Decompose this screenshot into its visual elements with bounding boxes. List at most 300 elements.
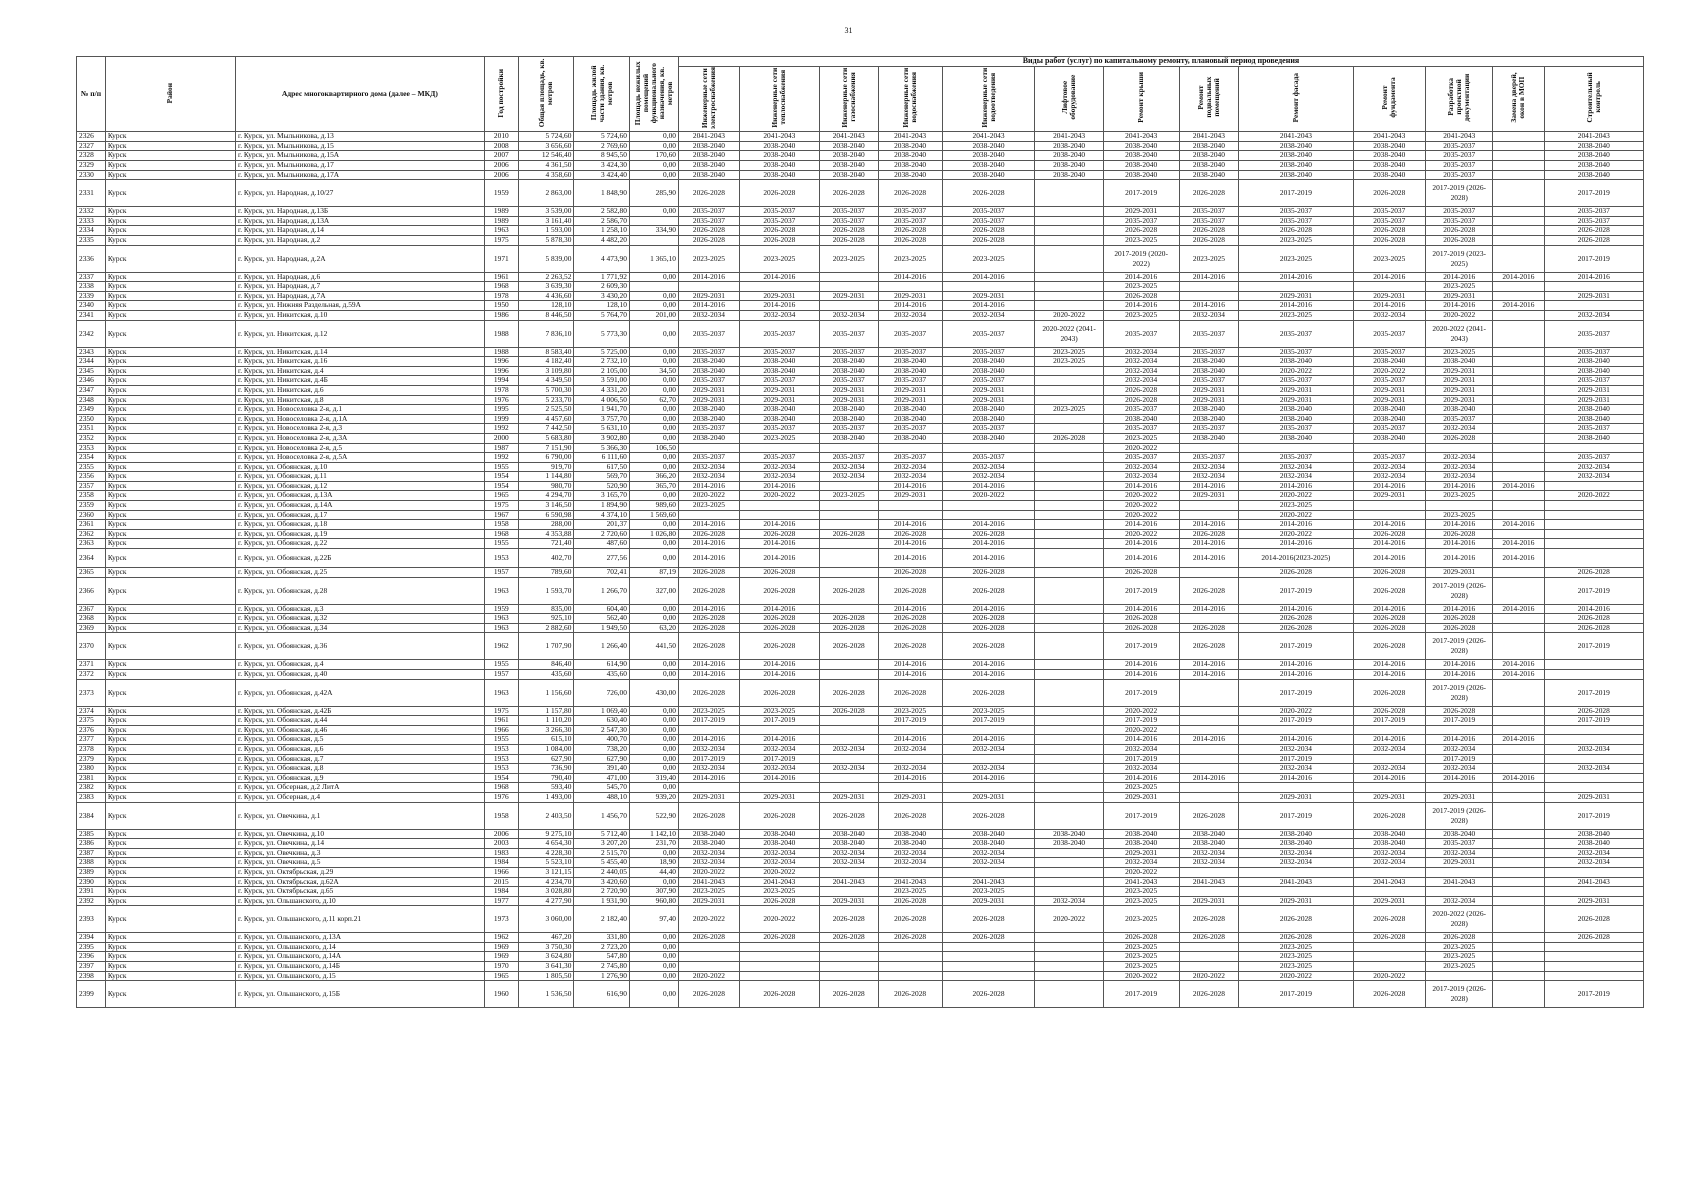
- cell-work-period: 2038-2040: [1544, 405, 1643, 415]
- table-row: [77, 887, 1644, 897]
- cell-work-period: 2038-2040: [1544, 829, 1643, 839]
- cell-work-period: 2041-2043: [942, 132, 1035, 142]
- cell-district: Курск: [105, 735, 235, 745]
- cell-nonres-area: 0,00: [629, 981, 678, 1008]
- cell-nonres-area: 307,90: [629, 887, 678, 897]
- cell-work-period: 2041-2043: [1035, 132, 1103, 142]
- cell-address: г. Курск, ул. Обоянская, д.9: [236, 773, 485, 783]
- cell-work-period: 2035-2037: [739, 347, 819, 357]
- cell-work-period: 2029-2031: [1426, 858, 1493, 868]
- cell-living-area: 5 455,40: [574, 858, 630, 868]
- cell-work-period: 2029-2031: [1426, 568, 1493, 578]
- cell-nonres-area: 522,90: [629, 802, 678, 829]
- cell-work-period: [1353, 282, 1426, 292]
- cell-year: 1968: [484, 783, 518, 793]
- cell-work-period: [1035, 867, 1103, 877]
- cell-work-period: [1544, 971, 1643, 981]
- cell-work-period: 2032-2034: [1426, 453, 1493, 463]
- cell-work-period: 2038-2040: [739, 151, 819, 161]
- cell-nonres-area: 97,40: [629, 906, 678, 933]
- cell-address: г. Курск, ул. Овечкина, д.10: [236, 829, 485, 839]
- cell-address: г. Курск, ул. Обоянская, д.19: [236, 529, 485, 539]
- cell-work-period: 2038-2040: [878, 170, 942, 180]
- cell-work-period: 2038-2040: [1103, 414, 1179, 424]
- cell-address: г. Курск, ул. Обоянская, д.18: [236, 520, 485, 530]
- cell-work-period: 2038-2040: [678, 405, 739, 415]
- table-row: [77, 706, 1644, 716]
- cell-num: 2369: [77, 623, 106, 633]
- cell-work-period: 2038-2040: [1353, 141, 1426, 151]
- cell-num: 2344: [77, 357, 106, 367]
- cell-work-period: [1353, 783, 1426, 793]
- cell-living-area: 1 456,70: [574, 802, 630, 829]
- cell-total-area: 3 146,50: [518, 501, 574, 511]
- cell-work-period: 2026-2028: [1103, 395, 1179, 405]
- cell-work-period: [819, 481, 878, 491]
- cell-work-period: 2023-2025: [1103, 952, 1179, 962]
- col-work-header: Разработка проектной документации: [1426, 66, 1493, 132]
- cell-district: Курск: [105, 291, 235, 301]
- cell-nonres-area: 0,00: [629, 614, 678, 624]
- cell-work-period: [1035, 226, 1103, 236]
- cell-work-period: 2017-2019 (2026-2028): [1426, 577, 1493, 604]
- cell-total-area: 9 275,10: [518, 829, 574, 839]
- cell-work-period: 2035-2037: [1353, 347, 1426, 357]
- cell-address: г. Курск, ул. Обоянская, д.14А: [236, 501, 485, 511]
- cell-work-period: 2026-2028: [678, 236, 739, 246]
- cell-nonres-area: 0,00: [629, 491, 678, 501]
- cell-living-area: 2 732,10: [574, 357, 630, 367]
- cell-work-period: 2038-2040: [1544, 161, 1643, 171]
- cell-work-period: 2029-2031: [878, 291, 942, 301]
- cell-work-period: [1035, 604, 1103, 614]
- cell-work-period: 2032-2034: [678, 462, 739, 472]
- cell-living-area: 520,90: [574, 481, 630, 491]
- cell-district: Курск: [105, 783, 235, 793]
- cell-work-period: [878, 510, 942, 520]
- cell-work-period: [1035, 180, 1103, 207]
- cell-living-area: 1 949,50: [574, 623, 630, 633]
- cell-work-period: 2014-2016: [1544, 604, 1643, 614]
- cell-work-period: 2023-2025: [1103, 433, 1179, 443]
- cell-work-period: 2014-2016: [739, 604, 819, 614]
- cell-work-period: 2032-2034: [819, 858, 878, 868]
- cell-work-period: 2026-2028: [739, 226, 819, 236]
- cell-work-period: 2014-2016: [1239, 660, 1353, 670]
- cell-work-period: 2029-2031: [1103, 207, 1179, 217]
- cell-address: г. Курск, ул. Октябрьская, д.62А: [236, 877, 485, 887]
- cell-year: 1988: [484, 347, 518, 357]
- cell-num: 2326: [77, 132, 106, 142]
- cell-work-period: 2026-2028: [739, 529, 819, 539]
- cell-work-period: 2038-2040: [739, 170, 819, 180]
- cell-num: 2347: [77, 385, 106, 395]
- cell-work-period: 2032-2034: [1353, 848, 1426, 858]
- table-row: [77, 472, 1644, 482]
- cell-work-period: 2017-2019: [1239, 716, 1353, 726]
- cell-work-period: [878, 971, 942, 981]
- cell-work-period: 2020-2022: [1239, 706, 1353, 716]
- cell-work-period: 2026-2028: [1544, 623, 1643, 633]
- cell-work-period: 2026-2028: [739, 568, 819, 578]
- cell-work-period: 2038-2040: [942, 357, 1035, 367]
- cell-work-period: 2023-2025: [1239, 236, 1353, 246]
- cell-num: 2378: [77, 744, 106, 754]
- cell-work-period: 2023-2025: [1179, 245, 1239, 272]
- table-row: [77, 764, 1644, 774]
- cell-work-period: 2038-2040: [1353, 829, 1426, 839]
- cell-work-period: 2026-2028: [1103, 623, 1179, 633]
- cell-work-period: 2020-2022: [1179, 971, 1239, 981]
- cell-living-area: 3 165,70: [574, 491, 630, 501]
- cell-district: Курск: [105, 952, 235, 962]
- cell-work-period: 2038-2040: [942, 829, 1035, 839]
- cell-year: 1955: [484, 462, 518, 472]
- cell-address: г. Курск, ул. Никитская, д.6: [236, 385, 485, 395]
- cell-work-period: 2014-2016: [678, 549, 739, 568]
- cell-work-period: [878, 962, 942, 972]
- cell-work-period: 2014-2016: [1239, 520, 1353, 530]
- cell-work-period: [1426, 867, 1493, 877]
- cell-work-period: 2014-2016: [678, 604, 739, 614]
- cell-living-area: 726,00: [574, 679, 630, 706]
- cell-work-period: 2014-2016: [942, 481, 1035, 491]
- cell-work-period: 2035-2037: [1426, 141, 1493, 151]
- cell-work-period: [1353, 942, 1426, 952]
- cell-work-period: 2032-2034: [1544, 462, 1643, 472]
- cell-work-period: [1493, 896, 1544, 906]
- cell-nonres-area: 0,00: [629, 272, 678, 282]
- cell-work-period: 2017-2019: [942, 716, 1035, 726]
- table-row: [77, 347, 1644, 357]
- cell-district: Курск: [105, 301, 235, 311]
- cell-work-period: 2032-2034: [1103, 462, 1179, 472]
- cell-work-period: 2014-2016: [1179, 301, 1239, 311]
- cell-work-period: 2038-2040: [1179, 151, 1239, 161]
- cell-work-period: 2026-2028: [878, 802, 942, 829]
- cell-living-area: 2 547,30: [574, 725, 630, 735]
- cell-work-period: 2014-2016(2023-2025): [1239, 549, 1353, 568]
- cell-work-period: [1239, 867, 1353, 877]
- cell-district: Курск: [105, 414, 235, 424]
- cell-work-period: [942, 754, 1035, 764]
- cell-address: г. Курск, ул. Обоянская, д.12: [236, 481, 485, 491]
- cell-work-period: 2032-2034: [1544, 848, 1643, 858]
- cell-work-period: 2038-2040: [878, 433, 942, 443]
- cell-work-period: 2041-2043: [739, 877, 819, 887]
- cell-work-period: 2041-2043: [1179, 132, 1239, 142]
- cell-work-period: 2026-2028: [1353, 633, 1426, 660]
- cell-work-period: 2035-2037: [1239, 207, 1353, 217]
- cell-work-period: 2032-2034: [678, 764, 739, 774]
- cell-year: 1954: [484, 773, 518, 783]
- cell-work-period: [739, 510, 819, 520]
- cell-work-period: [739, 282, 819, 292]
- cell-work-period: [1353, 510, 1426, 520]
- cell-work-period: 2035-2037: [1179, 453, 1239, 463]
- cell-work-period: [1544, 520, 1643, 530]
- table-row: [77, 549, 1644, 568]
- cell-work-period: 2017-2019: [1544, 577, 1643, 604]
- cell-district: Курск: [105, 310, 235, 320]
- cell-address: г. Курск, ул. Никитская, д.4: [236, 366, 485, 376]
- cell-district: Курск: [105, 670, 235, 680]
- cell-work-period: 2038-2040: [1103, 170, 1179, 180]
- cell-work-period: 2020-2022: [1103, 501, 1179, 511]
- cell-num: 2329: [77, 161, 106, 171]
- cell-work-period: 2035-2037: [1544, 453, 1643, 463]
- cell-work-period: 2035-2037: [678, 207, 739, 217]
- cell-work-period: 2026-2028: [1426, 623, 1493, 633]
- cell-work-period: [942, 867, 1035, 877]
- cell-work-period: 2020-2022: [1103, 971, 1179, 981]
- cell-work-period: 2032-2034: [1179, 858, 1239, 868]
- cell-work-period: 2041-2043: [739, 132, 819, 142]
- cell-work-period: [678, 952, 739, 962]
- cell-work-period: 2014-2016: [1179, 272, 1239, 282]
- cell-year: 1953: [484, 764, 518, 774]
- cell-work-period: [1035, 952, 1103, 962]
- cell-work-period: 2035-2037: [1353, 453, 1426, 463]
- cell-year: 1954: [484, 481, 518, 491]
- cell-work-period: 2032-2034: [1239, 764, 1353, 774]
- cell-work-period: 2014-2016: [739, 539, 819, 549]
- cell-work-period: 2035-2037: [1426, 161, 1493, 171]
- cell-work-period: 2026-2028: [1179, 633, 1239, 660]
- cell-work-period: 2038-2040: [1426, 405, 1493, 415]
- cell-work-period: 2020-2022: [739, 867, 819, 877]
- cell-num: 2357: [77, 481, 106, 491]
- cell-work-period: 2026-2028: [1426, 614, 1493, 624]
- cell-work-period: 2029-2031: [1179, 896, 1239, 906]
- cell-work-period: 2014-2016: [1103, 773, 1179, 783]
- cell-work-period: 2014-2016: [1493, 773, 1544, 783]
- cell-work-period: [739, 725, 819, 735]
- table-row: [77, 773, 1644, 783]
- cell-district: Курск: [105, 357, 235, 367]
- col-work-header: Инженерные сети электроснабжения: [678, 66, 739, 132]
- cell-year: 1959: [484, 604, 518, 614]
- col-work-header: Ремонт фасада: [1239, 66, 1353, 132]
- cell-work-period: 2032-2034: [878, 462, 942, 472]
- cell-work-period: 2032-2034: [1544, 472, 1643, 482]
- cell-district: Курск: [105, 141, 235, 151]
- cell-work-period: [678, 282, 739, 292]
- table-row: [77, 568, 1644, 578]
- cell-total-area: 3 109,80: [518, 366, 574, 376]
- cell-total-area: 3 060,00: [518, 906, 574, 933]
- cell-num: 2379: [77, 754, 106, 764]
- cell-work-period: [1035, 376, 1103, 386]
- cell-work-period: 2026-2028: [1103, 614, 1179, 624]
- cell-work-period: 2038-2040: [1103, 161, 1179, 171]
- cell-total-area: 1 144,80: [518, 472, 574, 482]
- cell-work-period: 2017-2019: [678, 716, 739, 726]
- cell-year: 1962: [484, 633, 518, 660]
- cell-work-period: [1493, 716, 1544, 726]
- cell-total-area: 7 836,10: [518, 320, 574, 347]
- cell-work-period: [1493, 462, 1544, 472]
- cell-district: Курск: [105, 848, 235, 858]
- cell-work-period: 2029-2031: [678, 291, 739, 301]
- cell-district: Курск: [105, 347, 235, 357]
- cell-year: 1995: [484, 405, 518, 415]
- cell-work-period: [1493, 877, 1544, 887]
- cell-work-period: 2029-2031: [1353, 291, 1426, 301]
- cell-address: г. Курск, ул. Обоянская, д.42А: [236, 679, 485, 706]
- cell-work-period: 2020-2022: [1544, 491, 1643, 501]
- cell-year: 1992: [484, 453, 518, 463]
- cell-work-period: 2032-2034: [819, 744, 878, 754]
- cell-living-area: 545,70: [574, 783, 630, 793]
- capital-repair-table: [76, 56, 1644, 1008]
- cell-work-period: 2026-2028: [1239, 614, 1353, 624]
- cell-work-period: [1035, 529, 1103, 539]
- cell-work-period: 2017-2019: [1544, 245, 1643, 272]
- cell-work-period: [819, 301, 878, 311]
- table-row: [77, 180, 1644, 207]
- cell-work-period: 2020-2022: [739, 491, 819, 501]
- cell-work-period: 2020-2022: [678, 971, 739, 981]
- cell-work-period: 2041-2043: [1544, 877, 1643, 887]
- cell-work-period: 2032-2034: [878, 310, 942, 320]
- cell-work-period: [1493, 385, 1544, 395]
- cell-num: 2386: [77, 839, 106, 849]
- col-work-header: Инженерные сети газоснабжения: [819, 66, 878, 132]
- cell-work-period: 2035-2037: [739, 376, 819, 386]
- cell-living-area: 3 424,40: [574, 170, 630, 180]
- cell-work-period: 2026-2028: [1353, 906, 1426, 933]
- cell-work-period: 2032-2034: [1426, 462, 1493, 472]
- cell-work-period: 2038-2040: [678, 839, 739, 849]
- cell-work-period: 2035-2037: [1103, 453, 1179, 463]
- cell-work-period: [1544, 301, 1643, 311]
- cell-nonres-area: 0,00: [629, 291, 678, 301]
- cell-work-period: 2023-2025: [1103, 896, 1179, 906]
- cell-district: Курск: [105, 764, 235, 774]
- cell-district: Курск: [105, 320, 235, 347]
- cell-work-period: 2014-2016: [678, 272, 739, 282]
- cell-work-period: 2038-2040: [1035, 151, 1103, 161]
- cell-work-period: 2029-2031: [739, 792, 819, 802]
- cell-address: г. Курск, ул. Народная, д.13Б: [236, 207, 485, 217]
- cell-work-period: 2014-2016: [878, 520, 942, 530]
- cell-work-period: 2038-2040: [739, 414, 819, 424]
- cell-work-period: 2035-2037: [1426, 207, 1493, 217]
- cell-work-period: 2017-2019: [1544, 981, 1643, 1008]
- cell-work-period: [1493, 491, 1544, 501]
- col-work-header: Строительный контроль: [1544, 66, 1643, 132]
- cell-year: 1996: [484, 366, 518, 376]
- cell-work-period: 2032-2034: [739, 744, 819, 754]
- cell-num: 2395: [77, 942, 106, 952]
- cell-work-period: 2026-2028: [1353, 623, 1426, 633]
- cell-work-period: 2029-2031: [1426, 291, 1493, 301]
- cell-num: 2341: [77, 310, 106, 320]
- cell-district: Курск: [105, 754, 235, 764]
- cell-living-area: 3 424,30: [574, 161, 630, 171]
- col-district-header: Район: [105, 57, 235, 132]
- cell-living-area: 1 894,90: [574, 501, 630, 511]
- table-row: [77, 623, 1644, 633]
- cell-work-period: 2014-2016: [1353, 520, 1426, 530]
- cell-num: 2384: [77, 802, 106, 829]
- cell-work-period: 2017-2019: [1544, 802, 1643, 829]
- cell-work-period: 2014-2016: [678, 773, 739, 783]
- cell-work-period: 2026-2028: [819, 906, 878, 933]
- cell-num: 2382: [77, 783, 106, 793]
- cell-work-period: [1035, 783, 1103, 793]
- cell-living-area: 435,60: [574, 670, 630, 680]
- cell-work-period: [1493, 170, 1544, 180]
- table-row: [77, 245, 1644, 272]
- cell-work-period: 2038-2040: [819, 366, 878, 376]
- cell-work-period: 2026-2028: [678, 529, 739, 539]
- cell-living-area: 277,56: [574, 549, 630, 568]
- cell-num: 2398: [77, 971, 106, 981]
- cell-work-period: 2032-2034: [942, 462, 1035, 472]
- cell-address: г. Курск, ул. Мыльникова, д.17: [236, 161, 485, 171]
- cell-nonres-area: 0,00: [629, 942, 678, 952]
- cell-work-period: [1179, 792, 1239, 802]
- cell-work-period: [1493, 614, 1544, 624]
- cell-work-period: 2023-2025: [739, 706, 819, 716]
- cell-work-period: 2020-2022: [1103, 867, 1179, 877]
- cell-district: Курск: [105, 501, 235, 511]
- cell-work-period: [1493, 132, 1544, 142]
- cell-work-period: [1179, 725, 1239, 735]
- cell-total-area: 4 228,30: [518, 848, 574, 858]
- cell-work-period: 2026-2028: [819, 802, 878, 829]
- cell-work-period: 2014-2016: [1179, 539, 1239, 549]
- cell-work-period: [1035, 216, 1103, 226]
- cell-year: 1988: [484, 320, 518, 347]
- cell-work-period: [1035, 744, 1103, 754]
- cell-district: Курск: [105, 679, 235, 706]
- cell-total-area: 5 839,00: [518, 245, 574, 272]
- cell-nonres-area: 319,40: [629, 773, 678, 783]
- cell-work-period: 2026-2028: [1239, 906, 1353, 933]
- cell-work-period: 2035-2037: [739, 424, 819, 434]
- cell-work-period: 2032-2034: [1103, 347, 1179, 357]
- cell-work-period: [819, 887, 878, 897]
- cell-work-period: [1426, 887, 1493, 897]
- table-row: [77, 161, 1644, 171]
- cell-work-period: 2035-2037: [878, 424, 942, 434]
- cell-district: Курск: [105, 887, 235, 897]
- table-row: [77, 385, 1644, 395]
- cell-work-period: 2038-2040: [1103, 829, 1179, 839]
- table-row: [77, 896, 1644, 906]
- cell-work-period: 2026-2028: [942, 802, 1035, 829]
- cell-address: г. Курск, ул. Октябрьская, д.65: [236, 887, 485, 897]
- cell-address: г. Курск, ул. Народная, д.7А: [236, 291, 485, 301]
- cell-work-period: 2038-2040: [819, 839, 878, 849]
- cell-work-period: [1544, 549, 1643, 568]
- cell-work-period: 2038-2040: [678, 366, 739, 376]
- cell-work-period: 2038-2040: [739, 829, 819, 839]
- cell-work-period: [1493, 282, 1544, 292]
- cell-address: г. Курск, ул. Обоянская, д.46: [236, 725, 485, 735]
- cell-work-period: 2014-2016: [1493, 481, 1544, 491]
- cell-work-period: [1353, 725, 1426, 735]
- cell-work-period: [739, 942, 819, 952]
- cell-total-area: 7 151,90: [518, 443, 574, 453]
- cell-work-period: 2017-2019: [1103, 180, 1179, 207]
- cell-work-period: 2014-2016: [739, 773, 819, 783]
- cell-district: Курск: [105, 395, 235, 405]
- cell-work-period: [1544, 962, 1643, 972]
